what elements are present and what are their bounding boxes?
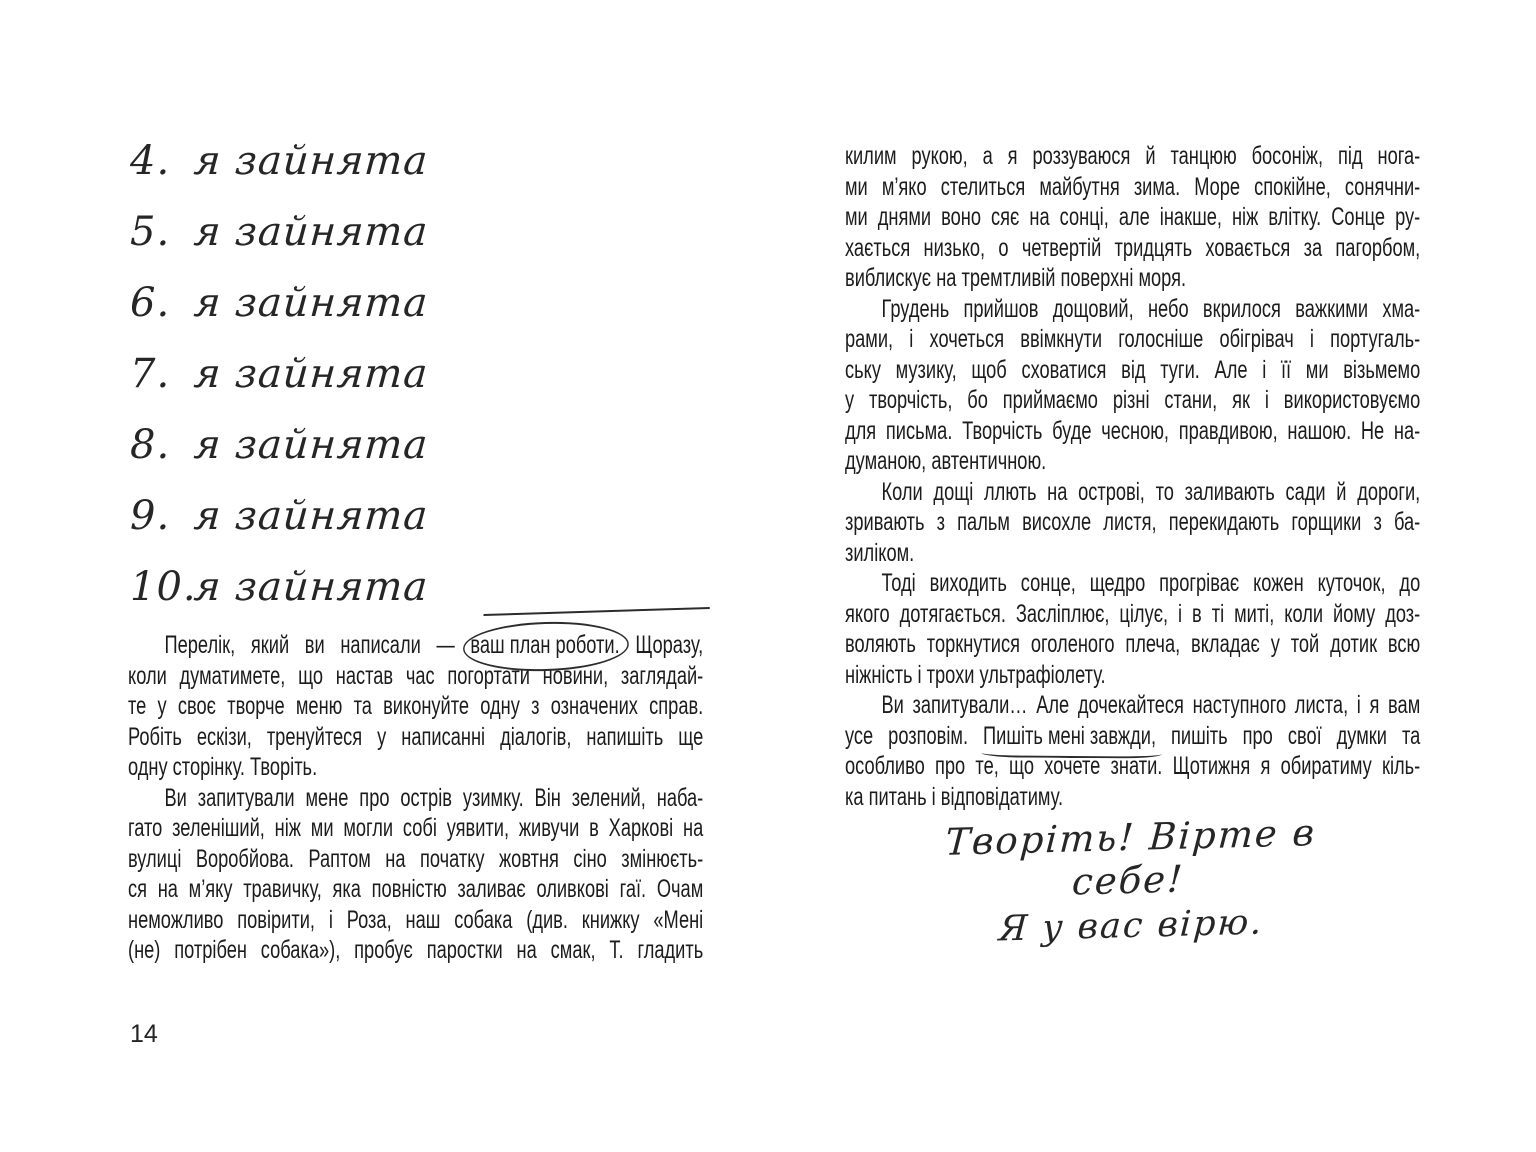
handwritten-signature <box>928 811 1331 951</box>
line-text: Щоразу, <box>619 631 704 659</box>
list-item <box>130 280 550 351</box>
paragraph-line: Грудень прийшов дощовий, небо вкрилося важкими хма- <box>881 294 1421 323</box>
list-item <box>130 564 550 635</box>
paragraph-line: особливо про те, що хочете знати. Щотижня я обиратиму кіль- <box>845 752 1421 780</box>
list-item-text: я зайнята <box>192 351 430 397</box>
line-text: усе розповім. <box>845 721 984 750</box>
list-item-number: 9. <box>130 493 171 539</box>
underlined-phrase-text: Пишіть мені завжди, <box>983 721 1157 750</box>
list-item-number: 6. <box>130 280 171 326</box>
list-item-text: я зайнята <box>192 493 430 539</box>
paragraph-line: виблискує на тремтливій поверхні моря. <box>845 264 1187 292</box>
paragraph-line: Ви запитували мене про острів узимку. Він зелений, наба- <box>164 783 704 812</box>
list-item <box>130 351 550 422</box>
paragraph-line: воляють торкнутися оголеного плеча, вкладає у той дотик всю <box>845 630 1421 658</box>
list-item-number: 8. <box>130 422 171 468</box>
paragraph-line: зривають з пальм висохле листя, перекидають горщики з ба- <box>845 508 1421 536</box>
paragraph-line: ка питань і відповідатиму. <box>845 782 1064 811</box>
list-item <box>130 493 550 564</box>
handwritten-list <box>130 138 550 635</box>
list-item <box>130 138 550 209</box>
paragraph-line: коли думатимете, що настав час погортати новини, заглядай- <box>128 661 704 690</box>
paragraph-line: ся на м’яку травичку, яка повністю заливає оливкові гаї. Очам <box>128 875 704 903</box>
paragraph-line: неможливо повірити, і Роза, наш собака (див. книжку «Мені <box>128 905 704 934</box>
paragraph-line: гато зеленіший, ніж ми могли собі уявити, живучи в Харкові на <box>128 814 704 842</box>
underlined-phrase <box>983 721 1156 752</box>
paragraph-line: у творчість, бо приймаємо різні стани, як і використовуємо <box>845 386 1421 414</box>
list-item-number: 10. <box>130 564 197 610</box>
paragraph-line: ську музику, щоб сховатися від туги. Але і її ми візьмемо <box>845 355 1421 384</box>
paragraph-line: для письма. Творчість буде чесною, правдивою, нашою. Не на- <box>845 416 1421 445</box>
list-item <box>130 422 550 493</box>
circled-phrase <box>470 630 619 661</box>
paragraph-line: Тоді виходить сонце, щедро прогріває кожен куточок, до <box>881 569 1421 597</box>
paragraph-line: Ви запитували… Але дочекайтеся наступного листа, і я вам <box>881 691 1421 719</box>
list-item-number: 4. <box>130 138 171 184</box>
paragraph-line: (не) потрібен собака»), пробує паростки на смак, Т. гладить <box>128 936 704 964</box>
paragraph-line: Робіть ескізи, тренуйтеся у написанні діалогів, напишіть ще <box>128 722 704 751</box>
page-number: 14 <box>130 1020 158 1048</box>
line-text: пишіть про свої думки та <box>1156 721 1421 750</box>
line-text: Перелік, який ви написали — <box>164 631 471 659</box>
paragraph-line: Коли дощі ллють на острові, то заливають сади й дороги, <box>881 477 1421 506</box>
left-text-column <box>128 630 703 966</box>
paragraph-line: те у своє творче меню та виконуйте одну з означених справ. <box>128 692 704 720</box>
paragraph-line: зиліком. <box>845 538 915 567</box>
paragraph-line: килим рукою, а я роззуваюся й танцюю босоніж, під нога- <box>845 142 1421 170</box>
paragraph-line: думаною, автентичною. <box>845 447 1047 475</box>
signature-line: Творіть! Вірте в себе! <box>944 811 1318 904</box>
paragraph-line <box>128 630 703 661</box>
paragraph-line: одну сторінку. Творіть. <box>128 753 318 781</box>
list-item-text: я зайнята <box>192 422 430 468</box>
paragraph-line: ми днями воно сяє на сонці, але інакше, ніж влітку. Сонце ру- <box>845 203 1421 231</box>
list-item-text: я зайнята <box>192 209 430 255</box>
list-item-text: я зайнята <box>192 138 430 184</box>
circled-phrase-text: ваш план роботи. <box>470 631 620 659</box>
paragraph-line <box>845 721 1420 752</box>
signature-line: Я у вас вірю. <box>997 902 1265 950</box>
paragraph-line: ніжність і трохи ультрафіолету. <box>845 660 1106 689</box>
list-item-text: я зайнята <box>192 280 430 326</box>
paragraph-line: хається низько, о четвертій тридцять ховається за пагорбом, <box>845 233 1421 262</box>
paragraph-line: вулиці Воробйова. Раптом на початку жовтня сіно змінюєть- <box>128 844 704 873</box>
list-item <box>130 209 550 280</box>
paragraph-line: рами, і хочеться ввімкнути голосніше обігрівач і португаль- <box>845 325 1421 353</box>
right-text-column <box>845 141 1420 812</box>
list-item-text: я зайнята <box>192 564 430 610</box>
paragraph-line: якого дотягається. Засліплює, цілує, і в ті миті, коли йому доз- <box>845 599 1421 628</box>
paragraph-line: ми м’яко стелиться майбутня зима. Море спокійне, сонячни- <box>845 172 1421 201</box>
list-item-number: 5. <box>130 209 171 255</box>
list-item-number: 7. <box>130 351 171 397</box>
